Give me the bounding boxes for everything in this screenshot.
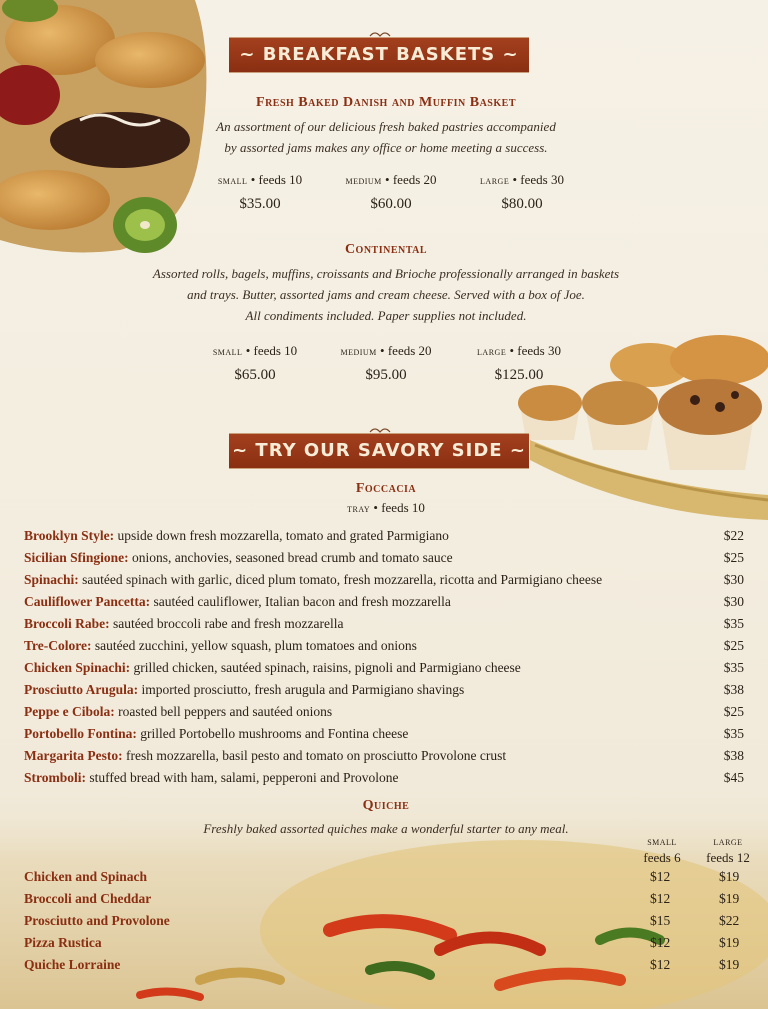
danish-size-small (200, 172, 320, 213)
col-large-feeds: feeds 12 (706, 850, 750, 865)
price-small: $12 (650, 935, 671, 950)
item-price: $25 (723, 704, 744, 719)
item-desc: grilled chicken, sautéed spinach, raisins, pignoli and Parmigiano cheese (133, 660, 521, 675)
price-large: $19 (719, 891, 740, 906)
item-desc: fresh mozzarella, basil pesto and tomato on prosciutto Provolone crust (125, 748, 507, 763)
item-name: Portobello Fontina: (24, 726, 137, 741)
item-name: Chicken Spinachi: (24, 660, 131, 675)
feeds-label: • feeds 10 (245, 343, 298, 358)
foccacia-item (24, 547, 744, 569)
foccacia-item (24, 679, 744, 701)
danish-size-large (462, 172, 582, 213)
foccacia-item (24, 525, 744, 547)
feeds-label: • feeds 20 (385, 172, 437, 187)
tray-label: tray (347, 501, 371, 515)
item-price: $45 (723, 770, 744, 785)
item-price: $38 (723, 748, 744, 763)
item-name: Stromboli: (24, 770, 87, 785)
price: $95.00 (365, 367, 407, 383)
feeds-label: • feeds 20 (380, 343, 432, 358)
item-name: Pizza Rustica (24, 935, 102, 950)
size-label: small (212, 344, 243, 358)
foccacia-item (24, 745, 744, 767)
col-large-label: large (713, 836, 743, 848)
quiche-title: Quiche (362, 798, 410, 813)
swirl-ornament-icon (369, 426, 391, 434)
breakfast-banner-text: ~ BREAKFAST BASKETS ~ (239, 44, 519, 65)
item-name: Quiche Lorraine (24, 957, 121, 972)
quiche-item (24, 910, 754, 932)
foccacia-item (24, 701, 744, 723)
size-label: large (477, 344, 507, 358)
item-name: Sicilian Sfingione: (24, 550, 129, 565)
item-name: Prosciutto Arugula: (24, 682, 139, 697)
item-price: $22 (723, 528, 744, 543)
foccacia-item (24, 635, 744, 657)
price-small: $15 (650, 913, 671, 928)
danish-size-medium (326, 172, 456, 213)
item-price: $30 (723, 594, 744, 609)
price: $125.00 (494, 367, 544, 383)
item-name: Brooklyn Style: (24, 528, 115, 543)
item-desc: onions, anchovies, seasoned bread crumb and tomato sauce (132, 550, 453, 565)
item-name: Broccoli and Cheddar (24, 891, 152, 906)
item-name: Prosciutto and Provolone (24, 913, 170, 928)
price-small: $12 (650, 957, 671, 972)
item-desc: sautéed cauliflower, Italian bacon and fresh mozzarella (153, 594, 451, 609)
col-small-label: small (647, 836, 677, 848)
foccacia-item (24, 657, 744, 679)
price-small: $12 (650, 869, 671, 884)
breakfast-baskets-banner (229, 37, 529, 73)
item-name: Cauliflower Pancetta: (24, 594, 151, 609)
continental-size-medium (321, 343, 451, 384)
foccacia-title: Foccacia (355, 481, 417, 496)
quiche-col-small-header (634, 834, 690, 866)
continental-title: Continental (344, 242, 428, 257)
swirl-ornament-icon (369, 30, 391, 38)
col-small-feeds: feeds 6 (643, 850, 681, 865)
price-small: $12 (650, 891, 671, 906)
quiche-item (24, 932, 754, 954)
quiche-item (24, 866, 754, 888)
feeds-label: • feeds 10 (250, 172, 303, 187)
foccacia-item (24, 723, 744, 745)
item-price: $25 (723, 550, 744, 565)
quiche-desc: Freshly baked assorted quiches make a wonderful starter to any meal. (203, 821, 569, 836)
item-name: Margarita Pesto: (24, 748, 123, 763)
item-price: $30 (723, 572, 744, 587)
continental-size-large (457, 343, 581, 384)
item-name: Chicken and Spinach (24, 869, 148, 884)
item-desc: sautéed spinach with garlic, diced plum tomato, fresh mozzarella, ricotta and Parmigiano cheese (82, 572, 603, 587)
continental-desc-line1: Assorted rolls, bagels, muffins, croissants and Brioche professionally arranged in baskets (152, 266, 620, 281)
quiche-item (24, 888, 754, 910)
item-desc: roasted bell peppers and sautéed onions (118, 704, 333, 719)
continental-desc-line3: All condiments included. Paper supplies not included. (245, 308, 527, 323)
item-price: $35 (723, 616, 744, 631)
item-desc: sautéed zucchini, yellow squash, plum tomatoes and onions (94, 638, 417, 653)
foccacia-item (24, 613, 744, 635)
foccacia-tray-size (280, 500, 492, 516)
item-desc: stuffed bread with ham, salami, pepperoni and Provolone (89, 770, 399, 785)
item-price: $38 (723, 682, 744, 697)
savory-banner-text: ~ TRY OUR SAVORY SIDE ~ (232, 440, 526, 461)
continental-size-small (195, 343, 315, 384)
item-name: Spinachi: (24, 572, 79, 587)
size-label: medium (340, 344, 377, 358)
continental-desc-line2: and trays. Butter, assorted jams and cream cheese. Served with a box of Joe. (187, 287, 585, 302)
item-desc: imported prosciutto, fresh arugula and Parmigiano shavings (141, 682, 465, 697)
price-large: $19 (719, 957, 740, 972)
price: $65.00 (234, 367, 276, 383)
quiche-item (24, 954, 754, 976)
item-desc: grilled Portobello mushrooms and Fontina cheese (140, 726, 409, 741)
danish-basket-title: Fresh Baked Danish and Muffin Basket (256, 95, 516, 110)
size-label: small (217, 173, 248, 187)
feeds-label: • feeds 30 (512, 172, 564, 187)
danish-desc-line2: by assorted jams makes any office or home meeting a success. (224, 140, 548, 155)
savory-side-banner (229, 433, 529, 469)
size-label: medium (345, 173, 382, 187)
item-desc: sautéed broccoli rabe and fresh mozzarella (112, 616, 344, 631)
feeds-label: • feeds 30 (509, 343, 561, 358)
foccacia-item (24, 591, 744, 613)
quiche-col-large-header (698, 834, 758, 866)
danish-desc-line1: An assortment of our delicious fresh baked pastries accompanied (216, 119, 556, 134)
foccacia-item (24, 569, 744, 591)
price-large: $19 (719, 869, 740, 884)
size-label: large (480, 173, 510, 187)
foccacia-item (24, 767, 744, 789)
price: $80.00 (501, 196, 543, 212)
feeds-label: • feeds 10 (373, 500, 425, 515)
item-name: Peppe e Cibola: (24, 704, 115, 719)
price: $35.00 (239, 196, 281, 212)
item-name: Broccoli Rabe: (24, 616, 110, 631)
price: $60.00 (370, 196, 412, 212)
item-price: $35 (723, 660, 744, 675)
item-price: $35 (723, 726, 744, 741)
item-price: $25 (723, 638, 744, 653)
price-large: $19 (719, 935, 740, 950)
price-large: $22 (719, 913, 740, 928)
item-desc: upside down fresh mozzarella, tomato and grated Parmigiano (117, 528, 449, 543)
item-name: Tre-Colore: (24, 638, 92, 653)
